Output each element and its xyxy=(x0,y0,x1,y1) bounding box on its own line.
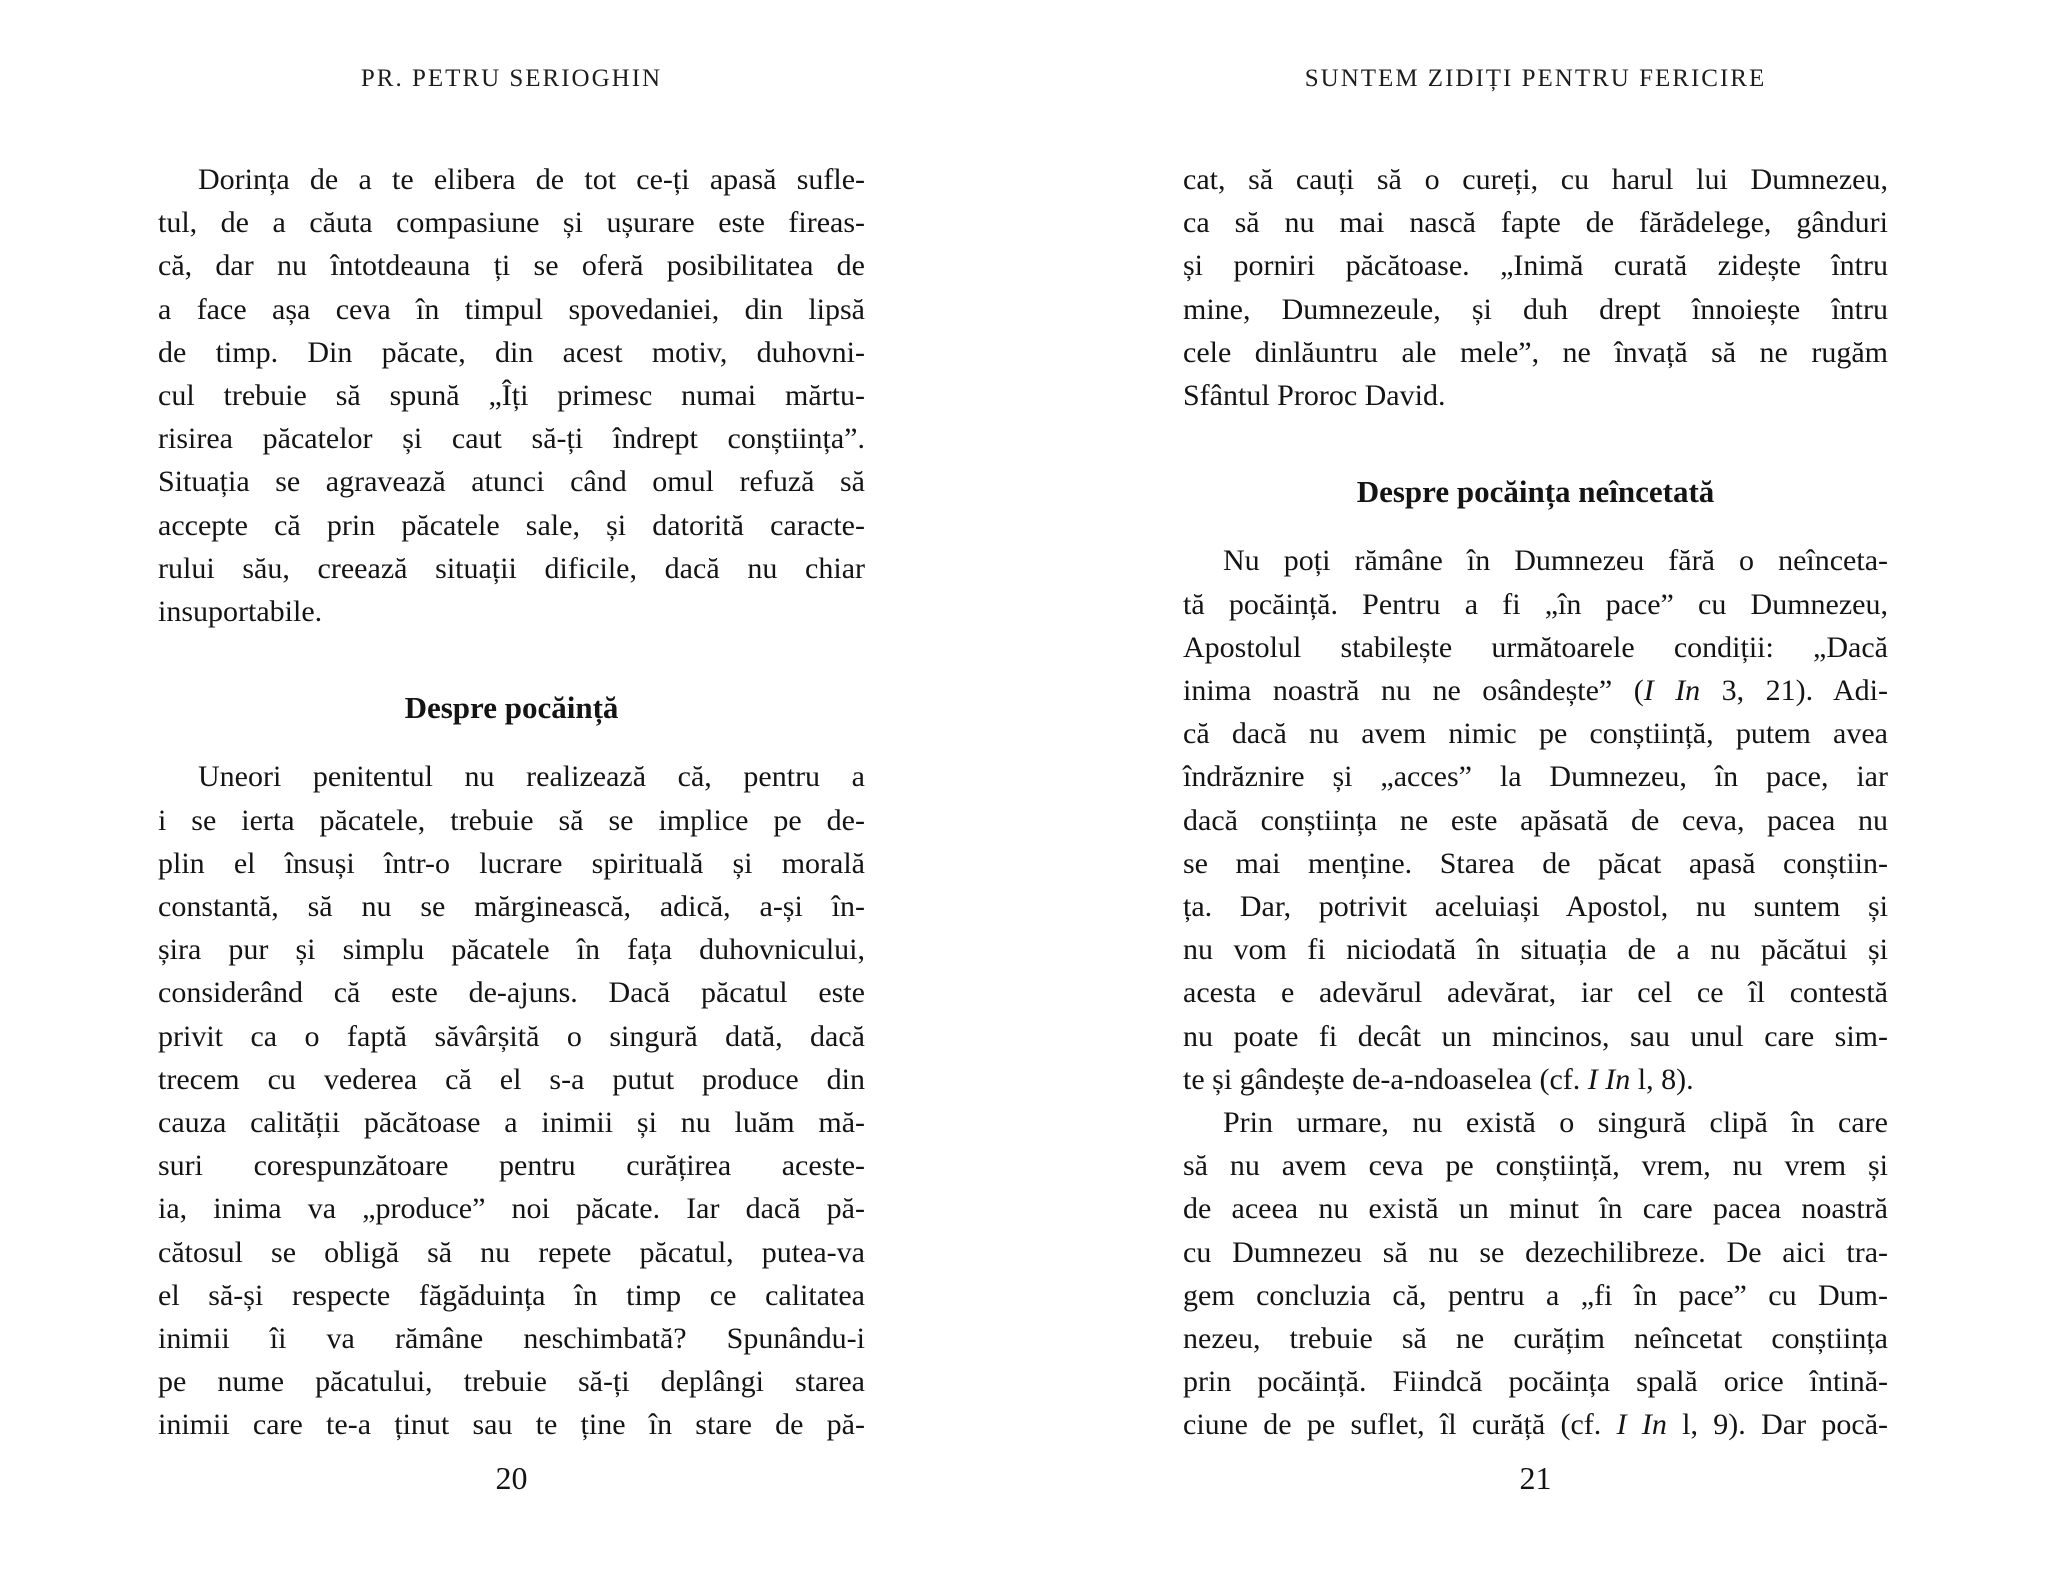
text-line: inima noastră nu ne osândește” (I In 3, 21). Adi- xyxy=(1183,674,1889,708)
page-number-left: 20 xyxy=(495,1460,528,1496)
text-line: Prin urmare, nu există o singură clipă în care xyxy=(1223,1106,1888,1140)
text-line: cele dinlăuntru ale mele”, ne învață să ne rugăm xyxy=(1183,335,1888,369)
text-line: prin pocăință. Fiindcă pocăința spală orice întină- xyxy=(1183,1365,1888,1399)
text-line: te și gândește de-a-ndoaselea (cf. I In l, 8). xyxy=(1183,1062,1694,1096)
text-line: insuportabile. xyxy=(158,595,323,629)
text-line: considerând că este de-ajuns. Dacă păcatul este xyxy=(158,976,865,1010)
paragraph xyxy=(1183,1101,1888,1447)
paragraph xyxy=(158,755,865,1446)
text-line: de aceea nu există un minut în care pacea noastră xyxy=(1183,1192,1888,1226)
page-body-left xyxy=(158,158,865,1447)
text-line: Sfântul Proroc David. xyxy=(1183,379,1446,413)
running-head-title: SUNTEM ZIDIȚI PENTRU FERICIRE xyxy=(1304,65,1767,92)
text-line: Uneori penitentul nu realizează că, pentru a xyxy=(198,760,865,794)
text-line: cat, să cauți să o cureți, cu harul lui Dumnezeu, xyxy=(1183,163,1888,196)
text-line: Dorința de a te elibera de tot ce-ți apasă sufle- xyxy=(198,163,865,196)
text-line: ța. Dar, potrivit aceluiași Apostol, nu suntem și xyxy=(1183,890,1888,924)
text-line: gem concluzia că, pentru a „fi în pace” cu Dum- xyxy=(1183,1278,1888,1312)
text-line: trecem cu vederea că el s-a putut produce din xyxy=(158,1062,865,1096)
text-line: Apostolul stabilește următoarele condiții: „Dacă xyxy=(1183,630,1888,664)
italic-citation: I In xyxy=(1643,674,1701,708)
text-line: și porniri păcătoase. „Inimă curată zidește întru xyxy=(1183,249,1888,283)
text-line: Nu poți rămâne în Dumnezeu fără o neînceta- xyxy=(1223,544,1888,578)
paragraph xyxy=(158,158,865,633)
italic-citation: I In xyxy=(1616,1408,1667,1442)
text-line: ia, inima va „produce” noi păcate. Iar dacă pă- xyxy=(158,1192,865,1226)
page-number-right: 21 xyxy=(1519,1460,1552,1496)
text-line: cul trebuie să spună „Îți primesc numai mărtu- xyxy=(158,379,865,413)
text-line: accepte că prin păcatele sale, și datorită caracte- xyxy=(158,508,865,542)
text-line: mine, Dumnezeule, și duh drept înnoiește întru xyxy=(1183,292,1888,326)
text-line: că, dar nu întotdeauna ți se oferă posibilitatea de xyxy=(158,249,865,283)
text-line: tul, de a căuta compasiune și ușurare este fireas- xyxy=(158,206,865,240)
text-line: plin el însuși într-o lucrare spirituală și morală xyxy=(158,846,865,880)
text-line: inimii îi va rămâne neschimbată? Spunându-i xyxy=(158,1322,865,1356)
text-line: îndrăznire și „acces” la Dumnezeu, în pace, iar xyxy=(1183,760,1888,794)
text-line: pe nume păcatului, trebuie să-ți deplângi starea xyxy=(158,1365,865,1399)
text-line: suri corespunzătoare pentru curățirea aceste- xyxy=(158,1149,865,1183)
section-heading: Despre pocăința neîncetată xyxy=(1356,474,1715,510)
text-line: risirea păcatelor și caut să-ți îndrept conștiința”. xyxy=(158,422,865,456)
text-line: să nu avem ceva pe conștiință, vrem, nu vrem și xyxy=(1183,1149,1888,1183)
text-line: nezeu, trebuie să ne curățim neîncetat conștiința xyxy=(1183,1322,1888,1356)
text-line: ca să nu mai nască fapte de fărădelege, gânduri xyxy=(1183,206,1888,240)
text-line: tă pocăință. Pentru a fi „în pace” cu Dumnezeu, xyxy=(1183,587,1888,621)
text-line: că dacă nu avem nimic pe conștiință, putem avea xyxy=(1183,717,1888,751)
text-line: inimii care te-a ținut sau te ține în stare de pă- xyxy=(158,1408,865,1442)
text-line: rului său, creează situații dificile, dacă nu chiar xyxy=(158,551,865,585)
paragraph xyxy=(1183,539,1888,1101)
running-head-author: PR. PETRU SERIOGHIN xyxy=(360,65,663,92)
paragraph xyxy=(1183,158,1888,417)
text-line: ciune de pe suflet, îl curăță (cf. I In l, 9). Dar pocă- xyxy=(1183,1408,1888,1442)
text-line: cauza calității păcătoase a inimii și nu luăm mă- xyxy=(158,1106,865,1140)
text-line: șira pur și simplu păcatele în fața duhovnicului, xyxy=(158,933,865,967)
section-heading: Despre pocăință xyxy=(404,690,619,726)
page-right xyxy=(1024,0,2048,1575)
text-line: Situația se agravează atunci când omul refuză să xyxy=(158,465,865,499)
text-line: cu Dumnezeu să nu se dezechilibreze. De aici tra- xyxy=(1183,1235,1888,1269)
text-line: i se ierta păcatele, trebuie să se implice pe de- xyxy=(158,803,865,837)
text-line: cătosul se obligă să nu repete păcatul, putea-va xyxy=(158,1235,865,1269)
text-line: a face așa ceva în timpul spovedaniei, din lipsă xyxy=(158,292,865,326)
page-body-right xyxy=(1183,158,1888,1447)
text-line: acesta e adevărul adevărat, iar cel ce îl contestă xyxy=(1183,976,1888,1010)
text-line: nu vom fi niciodată în situația de a nu păcătui și xyxy=(1183,933,1888,967)
text-line: dacă conștiința ne este apăsată de ceva, pacea nu xyxy=(1183,803,1888,837)
italic-citation: I In xyxy=(1587,1062,1631,1096)
text-line: nu poate fi decât un mincinos, sau unul care sim- xyxy=(1183,1019,1888,1053)
text-line: se mai menține. Starea de păcat apasă conștiin- xyxy=(1183,846,1888,880)
text-line: constantă, să nu se mărginească, adică, a-și în- xyxy=(158,890,865,924)
text-line: de timp. Din păcate, din acest motiv, duhovni- xyxy=(158,335,865,369)
text-line: privit ca o faptă săvârșită o singură dată, dacă xyxy=(158,1019,865,1053)
text-line: el să-și respecte făgăduința în timp ce calitatea xyxy=(158,1278,865,1312)
